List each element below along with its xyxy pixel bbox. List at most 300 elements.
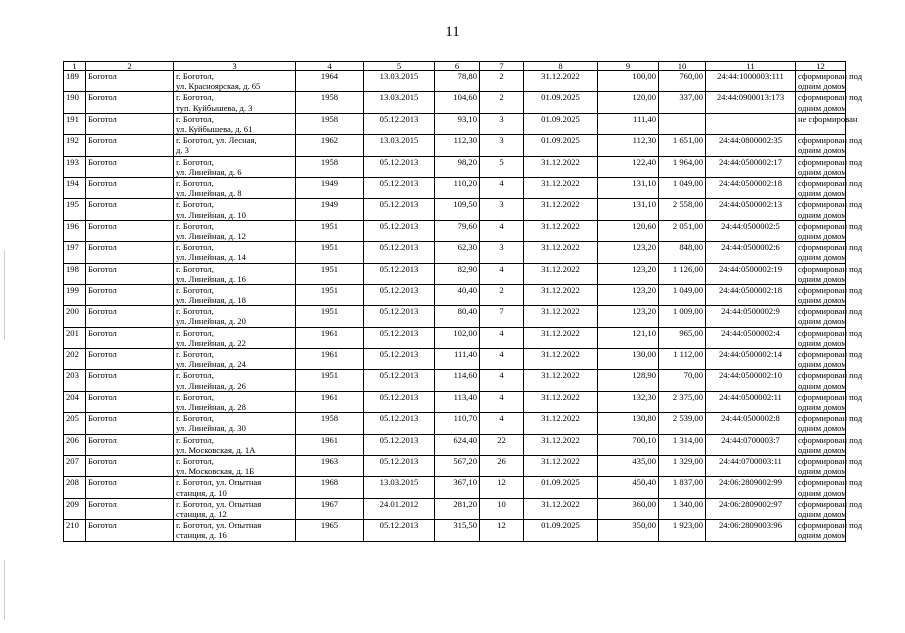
land-status-cell-line: сформирован под [798, 349, 863, 360]
land-status-cell-line: сформирован под [798, 327, 863, 338]
land-status-cell-line: одним домом [798, 337, 847, 348]
cost-cell: 1 340,00 [659, 498, 706, 519]
recognition-date-cell: 13.03.2015 [364, 92, 435, 113]
land-status-cell [796, 477, 863, 498]
land-status-cell-line: сформирован под [798, 413, 863, 424]
recognition-date-cell: 24.01.2012 [364, 498, 435, 519]
land-status-cell-line: сформирован под [798, 306, 863, 317]
row-number-cell: 204 [64, 391, 86, 412]
land-area-cell: 360,00 [598, 498, 659, 519]
planned-date-cell: 01.09.2025 [524, 113, 598, 134]
settlement-cell: Боготол [86, 263, 174, 284]
area-cell: 281,20 [435, 498, 480, 519]
cost-cell: 1 126,00 [659, 263, 706, 284]
area-cell: 110,70 [435, 413, 480, 434]
cadastral-number-cell: 24:44:0500002:4 [706, 327, 796, 348]
cost-cell: 1 049,00 [659, 177, 706, 198]
build-year-cell: 1951 [296, 263, 364, 284]
column-number-cell: 1 [64, 62, 86, 71]
land-area-cell: 123,20 [598, 306, 659, 327]
cost-cell: 965,00 [659, 327, 706, 348]
planned-date-cell: 31.12.2022 [524, 327, 598, 348]
area-cell: 109,50 [435, 199, 480, 220]
address-cell [174, 456, 296, 477]
address-cell-line: ул. Красноярская, д. 65 [176, 81, 261, 92]
registry-table [63, 61, 863, 542]
address-cell-line: г. Боготол, [176, 113, 214, 124]
recognition-date-cell: 13.03.2015 [364, 71, 435, 92]
address-cell-line: г. Боготол, [176, 199, 214, 210]
land-status-cell-line: сформирован под [798, 156, 863, 167]
table-row [64, 263, 846, 284]
address-cell-line: ул. Линейная, д. 24 [176, 359, 246, 370]
residents-cell: 12 [480, 520, 524, 541]
residents-cell: 2 [480, 71, 524, 92]
address-cell-line: г. Боготол, [176, 156, 214, 167]
residents-cell: 4 [480, 177, 524, 198]
planned-date-cell: 31.12.2022 [524, 156, 598, 177]
cost-cell: 2 051,00 [659, 220, 706, 241]
land-status-cell-line: одним домом [798, 530, 847, 541]
cadastral-number-cell: 24:44:0900013:173 [706, 92, 796, 113]
area-cell: 113,40 [435, 391, 480, 412]
land-status-cell [796, 135, 863, 156]
table-row [64, 113, 846, 134]
address-cell [174, 327, 296, 348]
land-area-cell: 111,40 [598, 113, 659, 134]
land-status-cell-line: одним домом [798, 230, 847, 241]
area-cell: 367,10 [435, 477, 480, 498]
land-status-cell-line: одним домом [798, 166, 847, 177]
residents-cell: 12 [480, 477, 524, 498]
cadastral-number-cell: 24:44:1000003:111 [706, 71, 796, 92]
area-cell: 79,60 [435, 220, 480, 241]
land-status-cell-line: одним домом [798, 444, 847, 455]
land-status-cell [796, 413, 863, 434]
address-cell-line: г. Боготол, [176, 327, 214, 338]
area-cell: 112,30 [435, 135, 480, 156]
land-status-cell-line: одним домом [798, 102, 847, 113]
column-number-row [64, 62, 846, 71]
address-cell-line: ул. Линейная, д. 14 [176, 252, 246, 263]
land-area-cell: 121,10 [598, 327, 659, 348]
land-area-cell: 112,30 [598, 135, 659, 156]
land-status-cell-line: сформирован под [798, 498, 863, 509]
cost-cell: 2 375,00 [659, 391, 706, 412]
cost-cell: 1 009,00 [659, 306, 706, 327]
land-status-cell-line: сформирован под [798, 242, 863, 253]
settlement-cell: Боготол [86, 477, 174, 498]
cost-cell: 848,00 [659, 242, 706, 263]
land-status-cell [796, 498, 863, 519]
address-cell [174, 434, 296, 455]
area-cell: 93,10 [435, 113, 480, 134]
recognition-date-cell: 05.12.2013 [364, 199, 435, 220]
land-area-cell: 435,00 [598, 456, 659, 477]
address-cell-line: ул. Линейная, д. 28 [176, 402, 246, 413]
residents-cell: 5 [480, 156, 524, 177]
recognition-date-cell: 05.12.2013 [364, 156, 435, 177]
row-number-cell: 208 [64, 477, 86, 498]
land-status-cell-line: одним домом [798, 466, 847, 477]
land-area-cell: 130,00 [598, 349, 659, 370]
table-row [64, 477, 846, 498]
land-area-cell: 131,10 [598, 199, 659, 220]
address-cell-line: г. Боготол, [176, 391, 214, 402]
residents-cell: 10 [480, 498, 524, 519]
planned-date-cell: 31.12.2022 [524, 71, 598, 92]
land-area-cell: 123,20 [598, 284, 659, 305]
table-row [64, 199, 846, 220]
address-cell-line: д. 3 [176, 145, 189, 156]
column-number-cell: 12 [796, 62, 846, 71]
recognition-date-cell: 05.12.2013 [364, 349, 435, 370]
planned-date-cell: 31.12.2022 [524, 434, 598, 455]
cadastral-number-cell: 24:44:0700003:7 [706, 434, 796, 455]
row-number-cell: 209 [64, 498, 86, 519]
row-number-cell: 202 [64, 349, 86, 370]
build-year-cell: 1951 [296, 242, 364, 263]
settlement-cell: Боготол [86, 391, 174, 412]
residents-cell: 2 [480, 92, 524, 113]
address-cell [174, 520, 296, 541]
cost-cell: 1 329,00 [659, 456, 706, 477]
land-area-cell: 120,60 [598, 220, 659, 241]
land-status-cell-line: одним домом [798, 295, 847, 306]
land-status-cell [796, 327, 863, 348]
cadastral-number-cell: 24:06:2809002:97 [706, 498, 796, 519]
land-status-cell-line: сформирован под [798, 177, 863, 188]
address-cell-line: г. Боготол, ул. Опытная [176, 477, 262, 488]
cost-cell: 2 558,00 [659, 199, 706, 220]
build-year-cell: 1968 [296, 477, 364, 498]
cost-cell: 1 314,00 [659, 434, 706, 455]
land-area-cell: 130,80 [598, 413, 659, 434]
build-year-cell: 1964 [296, 71, 364, 92]
recognition-date-cell: 05.12.2013 [364, 327, 435, 348]
build-year-cell: 1951 [296, 370, 364, 391]
cadastral-number-cell: 24:06:2809002:99 [706, 477, 796, 498]
build-year-cell: 1965 [296, 520, 364, 541]
land-status-cell-line: одним домом [798, 145, 847, 156]
address-cell [174, 306, 296, 327]
cadastral-number-cell: 24:44:0500002:13 [706, 199, 796, 220]
address-cell [174, 498, 296, 519]
table-row [64, 242, 846, 263]
recognition-date-cell: 05.12.2013 [364, 284, 435, 305]
residents-cell: 4 [480, 220, 524, 241]
cadastral-number-cell: 24:06:2809003:96 [706, 520, 796, 541]
build-year-cell: 1951 [296, 284, 364, 305]
row-number-cell: 190 [64, 92, 86, 113]
table-row [64, 370, 846, 391]
cadastral-number-cell: 24:44:0500002:10 [706, 370, 796, 391]
area-cell: 80,40 [435, 306, 480, 327]
address-cell-line: г. Боготол, [176, 71, 214, 81]
planned-date-cell: 31.12.2022 [524, 349, 598, 370]
area-cell: 104,60 [435, 92, 480, 113]
recognition-date-cell: 05.12.2013 [364, 413, 435, 434]
land-area-cell: 122,40 [598, 156, 659, 177]
land-status-cell-line: одним домом [798, 188, 847, 199]
land-status-cell-line: одним домом [798, 359, 847, 370]
recognition-date-cell: 05.12.2013 [364, 263, 435, 284]
settlement-cell: Боготол [86, 220, 174, 241]
address-cell [174, 349, 296, 370]
address-cell [174, 284, 296, 305]
settlement-cell: Боготол [86, 199, 174, 220]
table-row [64, 92, 846, 113]
cadastral-number-cell: 24:44:0500002:14 [706, 349, 796, 370]
cadastral-number-cell [706, 113, 796, 134]
row-number-cell: 203 [64, 370, 86, 391]
land-area-cell: 350,00 [598, 520, 659, 541]
build-year-cell: 1962 [296, 135, 364, 156]
build-year-cell: 1961 [296, 327, 364, 348]
planned-date-cell: 31.12.2022 [524, 199, 598, 220]
build-year-cell: 1967 [296, 498, 364, 519]
cost-cell [659, 113, 706, 134]
address-cell-line: туп. Куйбышева, д. 3 [176, 102, 253, 113]
address-cell-line: г. Боготол, [176, 284, 214, 295]
address-cell-line: г. Боготол, ул. Лесная, [176, 135, 257, 146]
address-cell-line: г. Боготол, [176, 413, 214, 424]
land-status-cell-line: одним домом [798, 423, 847, 434]
table-row [64, 71, 846, 92]
settlement-cell: Боготол [86, 71, 174, 92]
cadastral-number-cell: 24:44:0500002:11 [706, 391, 796, 412]
address-cell [174, 199, 296, 220]
row-number-cell: 193 [64, 156, 86, 177]
land-status-cell [796, 434, 863, 455]
land-status-cell [796, 242, 863, 263]
cadastral-number-cell: 24:44:0700003:11 [706, 456, 796, 477]
planned-date-cell: 31.12.2022 [524, 306, 598, 327]
address-cell-line: ул. Линейная, д. 6 [176, 166, 242, 177]
address-cell [174, 242, 296, 263]
land-status-cell-line [798, 124, 843, 134]
land-status-cell [796, 349, 863, 370]
cadastral-number-cell: 24:44:0500002:19 [706, 263, 796, 284]
cost-cell: 1 964,00 [659, 156, 706, 177]
cost-cell: 70,00 [659, 370, 706, 391]
column-number-cell: 6 [435, 62, 480, 71]
land-status-cell [796, 520, 863, 541]
table-row [64, 220, 846, 241]
address-cell-line: станция, д. 16 [176, 530, 227, 541]
row-number-cell: 195 [64, 199, 86, 220]
address-cell [174, 220, 296, 241]
cost-cell: 1 923,00 [659, 520, 706, 541]
area-cell: 82,90 [435, 263, 480, 284]
planned-date-cell: 31.12.2022 [524, 498, 598, 519]
land-status-cell [796, 113, 858, 134]
address-cell-line: г. Боготол, [176, 177, 214, 188]
address-cell-line: г. Боготол, [176, 370, 214, 381]
row-number-cell: 189 [64, 71, 86, 92]
cost-cell: 337,00 [659, 92, 706, 113]
land-area-cell: 132,30 [598, 391, 659, 412]
area-cell: 62,30 [435, 242, 480, 263]
area-cell: 111,40 [435, 349, 480, 370]
recognition-date-cell: 05.12.2013 [364, 242, 435, 263]
table-row [64, 135, 846, 156]
land-status-cell [796, 71, 863, 92]
planned-date-cell: 01.09.2025 [524, 92, 598, 113]
address-cell-line: ул. Линейная, д. 16 [176, 273, 246, 284]
column-number-cell: 2 [86, 62, 174, 71]
settlement-cell: Боготол [86, 370, 174, 391]
land-status-cell [796, 177, 863, 199]
address-cell-line: г. Боготол, [176, 306, 214, 317]
land-status-cell-line: не сформирован [798, 113, 858, 124]
table-row [64, 177, 846, 198]
land-status-cell-line: одним домом [798, 380, 847, 391]
settlement-cell: Боготол [86, 92, 174, 113]
residents-cell: 4 [480, 391, 524, 412]
residents-cell: 22 [480, 434, 524, 455]
land-status-cell-line: сформирован под [798, 520, 863, 531]
land-status-cell-line: одним домом [798, 81, 847, 92]
cadastral-number-cell: 24:44:0500002:5 [706, 220, 796, 241]
address-cell-line: г. Боготол, [176, 434, 214, 445]
land-status-cell-line: сформирован под [798, 135, 863, 146]
address-cell [174, 177, 296, 198]
table-row [64, 391, 846, 412]
settlement-cell: Боготол [86, 498, 174, 519]
recognition-date-cell: 05.12.2013 [364, 520, 435, 541]
land-area-cell: 131,10 [598, 177, 659, 198]
build-year-cell: 1961 [296, 349, 364, 370]
planned-date-cell: 01.09.2025 [524, 135, 598, 156]
row-number-cell: 191 [64, 113, 86, 134]
address-cell-line: г. Боготол, [176, 263, 214, 274]
land-status-cell-line: сформирован под [798, 456, 863, 467]
cadastral-number-cell: 24:44:0500002:6 [706, 242, 796, 263]
scan-edge-mark [4, 560, 5, 620]
build-year-cell: 1958 [296, 113, 364, 134]
land-status-cell-line: сформирован под [798, 434, 863, 445]
residents-cell: 3 [480, 113, 524, 134]
area-cell: 315,50 [435, 520, 480, 541]
land-area-cell: 120,00 [598, 92, 659, 113]
row-number-cell: 196 [64, 220, 86, 241]
recognition-date-cell: 05.12.2013 [364, 220, 435, 241]
address-cell-line: ул. Линейная, д. 26 [176, 380, 246, 391]
address-cell-line: ул. Московская, д. 1А [176, 444, 256, 455]
land-status-cell [796, 263, 863, 284]
land-status-cell-line: сформирован под [798, 284, 863, 295]
build-year-cell: 1949 [296, 199, 364, 220]
land-area-cell: 128,90 [598, 370, 659, 391]
address-cell-line: ул. Линейная, д. 8 [176, 188, 242, 199]
recognition-date-cell: 05.12.2013 [364, 391, 435, 412]
table-row [64, 349, 846, 370]
address-cell [174, 156, 296, 177]
table-row [64, 327, 846, 348]
planned-date-cell: 31.12.2022 [524, 391, 598, 412]
land-area-cell: 700,10 [598, 434, 659, 455]
settlement-cell: Боготол [86, 327, 174, 348]
row-number-cell: 197 [64, 242, 86, 263]
cost-cell: 1 049,00 [659, 284, 706, 305]
column-number-cell: 3 [174, 62, 296, 71]
cost-cell: 1 651,00 [659, 135, 706, 156]
land-area-cell: 123,20 [598, 242, 659, 263]
cadastral-number-cell: 24:44:0500002:8 [706, 413, 796, 434]
row-number-cell: 198 [64, 263, 86, 284]
residents-cell: 4 [480, 327, 524, 348]
recognition-date-cell: 05.12.2013 [364, 306, 435, 327]
residents-cell: 3 [480, 199, 524, 220]
build-year-cell: 1961 [296, 391, 364, 412]
land-status-cell-line: сформирован под [798, 370, 863, 381]
settlement-cell: Боготол [86, 135, 174, 156]
settlement-cell: Боготол [86, 113, 174, 134]
residents-cell: 2 [480, 284, 524, 305]
settlement-cell: Боготол [86, 306, 174, 327]
address-cell-line: ул. Линейная, д. 22 [176, 337, 246, 348]
address-cell-line: ул. Линейная, д. 30 [176, 423, 246, 434]
address-cell-line: ул. Линейная, д. 20 [176, 316, 246, 327]
settlement-cell: Боготол [86, 520, 174, 541]
address-cell-line: ул. Куйбышева, д. 61 [176, 123, 253, 134]
settlement-cell: Боготол [86, 284, 174, 305]
address-cell-line: г. Боготол, [176, 220, 214, 231]
land-status-cell [796, 156, 863, 177]
land-status-cell [796, 220, 863, 241]
address-cell [174, 135, 296, 156]
area-cell: 40,40 [435, 284, 480, 305]
build-year-cell: 1951 [296, 306, 364, 327]
column-number-cell: 9 [598, 62, 659, 71]
table-row [64, 156, 846, 177]
area-cell: 110,20 [435, 177, 480, 198]
land-status-cell-line: сформирован под [798, 220, 863, 231]
row-number-cell: 201 [64, 327, 86, 348]
recognition-date-cell: 13.03.2015 [364, 477, 435, 498]
row-number-cell: 207 [64, 456, 86, 477]
land-status-cell-line: одним домом [798, 487, 847, 498]
planned-date-cell: 31.12.2022 [524, 413, 598, 434]
residents-cell: 4 [480, 413, 524, 434]
residents-cell: 3 [480, 135, 524, 156]
address-cell [174, 113, 296, 134]
land-status-cell [796, 456, 863, 477]
land-status-cell-line: сформирован под [798, 199, 863, 210]
address-cell [174, 391, 296, 412]
land-status-cell [796, 391, 863, 413]
table-row [64, 306, 846, 327]
column-number-cell: 11 [706, 62, 796, 71]
cost-cell: 2 539,00 [659, 413, 706, 434]
row-number-cell: 200 [64, 306, 86, 327]
address-cell-line: г. Боготол, ул. Опытная [176, 498, 262, 509]
address-cell-line: г. Боготол, [176, 92, 214, 103]
table-row [64, 413, 846, 434]
planned-date-cell: 31.12.2022 [524, 220, 598, 241]
cadastral-number-cell: 24:44:0500002:18 [706, 284, 796, 305]
address-cell-line: ул. Московская, д. 1Б [176, 466, 255, 477]
area-cell: 624,40 [435, 434, 480, 455]
settlement-cell: Боготол [86, 434, 174, 455]
area-cell: 114,60 [435, 370, 480, 391]
planned-date-cell: 01.09.2025 [524, 477, 598, 498]
address-cell-line: ул. Линейная, д. 12 [176, 230, 246, 241]
settlement-cell: Боготол [86, 413, 174, 434]
address-cell [174, 413, 296, 434]
planned-date-cell: 31.12.2022 [524, 284, 598, 305]
